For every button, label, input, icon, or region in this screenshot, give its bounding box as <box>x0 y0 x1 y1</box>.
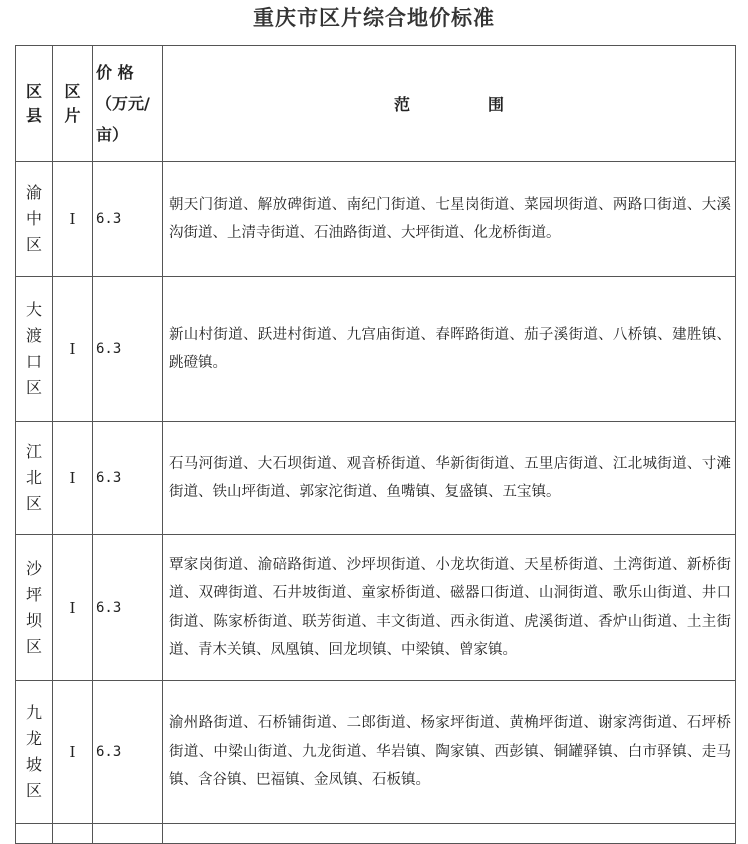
zone-cell: I <box>53 277 93 422</box>
header-zone-line: 片 <box>64 105 81 125</box>
table-row <box>16 162 736 277</box>
land-price-table <box>15 45 736 844</box>
header-scope <box>163 46 736 162</box>
scope-cell: 渝州路街道、石桥铺街道、二郎街道、杨家坪街道、黄桷坪街道、谢家湾街道、石坪桥街道、中梁山街道、九龙街道、华岩镇、陶家镇、西彭镇、铜罐驿镇、白市驿镇、走马镇、含谷镇、巴福镇、金凤镇、石板镇。 <box>163 681 736 824</box>
header-scope-char: 围 <box>488 95 505 114</box>
zone-cell: I <box>53 535 93 681</box>
table-row <box>16 681 736 824</box>
table-row <box>16 535 736 681</box>
price-cell: 6.3 <box>93 422 163 535</box>
price-cell: 6.3 <box>93 681 163 824</box>
county-cell: 渝 中 区 <box>16 162 53 277</box>
scope-cell: 石马河街道、大石坝街道、观音桥街道、华新街街道、五里店街道、江北城街道、寸滩街道、铁山坪街道、郭家沱街道、鱼嘴镇、复盛镇、五宝镇。 <box>163 422 736 535</box>
zone-cell: I <box>53 162 93 277</box>
page-title: 重庆市区片综合地价标准 <box>253 5 495 30</box>
scope-cell: 新山村街道、跃进村街道、九宫庙街道、春晖路街道、茄子溪街道、八桥镇、建胜镇、跳磴镇。 <box>163 277 736 422</box>
zone-cell: I <box>53 422 93 535</box>
county-cell: 九 龙 坡 区 <box>16 681 53 824</box>
price-cell: 6.3 <box>93 277 163 422</box>
header-price-line: （万元/ <box>96 94 150 113</box>
county-cell: 沙 坪 坝 区 <box>16 535 53 681</box>
header-county-line: 县 <box>25 105 42 125</box>
county-cell: 江 北 区 <box>16 422 53 535</box>
scope-cell: 覃家岗街道、渝碚路街道、沙坪坝街道、小龙坎街道、天星桥街道、土湾街道、新桥街道、双碑街道、石井坡街道、童家桥街道、磁器口街道、山洞街道、歌乐山街道、井口街道、陈家桥街道、联芳街道、丰文街道、西永街道、虎溪街道、香炉山街道、土主街道、青木关镇、凤凰镇、回龙坝镇、中梁镇、曾家镇。 <box>163 535 736 681</box>
table-row <box>16 422 736 535</box>
header-county <box>16 46 53 162</box>
header-zone-line: 区 <box>64 81 81 101</box>
header-price-line: 亩） <box>96 125 129 144</box>
zone-cell: I <box>53 681 93 824</box>
header-scope-char: 范 <box>393 95 410 114</box>
header-county-line: 区 <box>25 81 42 101</box>
header-row <box>16 46 736 162</box>
county-cell: 大 渡 口 区 <box>16 277 53 422</box>
price-cell: 6.3 <box>93 162 163 277</box>
header-zone <box>53 46 93 162</box>
scope-cell: 朝天门街道、解放碑街道、南纪门街道、七星岗街道、菜园坝街道、两路口街道、大溪沟街道、上清寺街道、石油路街道、大坪街道、化龙桥街道。 <box>163 162 736 277</box>
table-row <box>16 277 736 422</box>
price-cell: 6.3 <box>93 535 163 681</box>
header-price-line: 价 格 <box>96 63 134 82</box>
header-price <box>93 46 163 162</box>
